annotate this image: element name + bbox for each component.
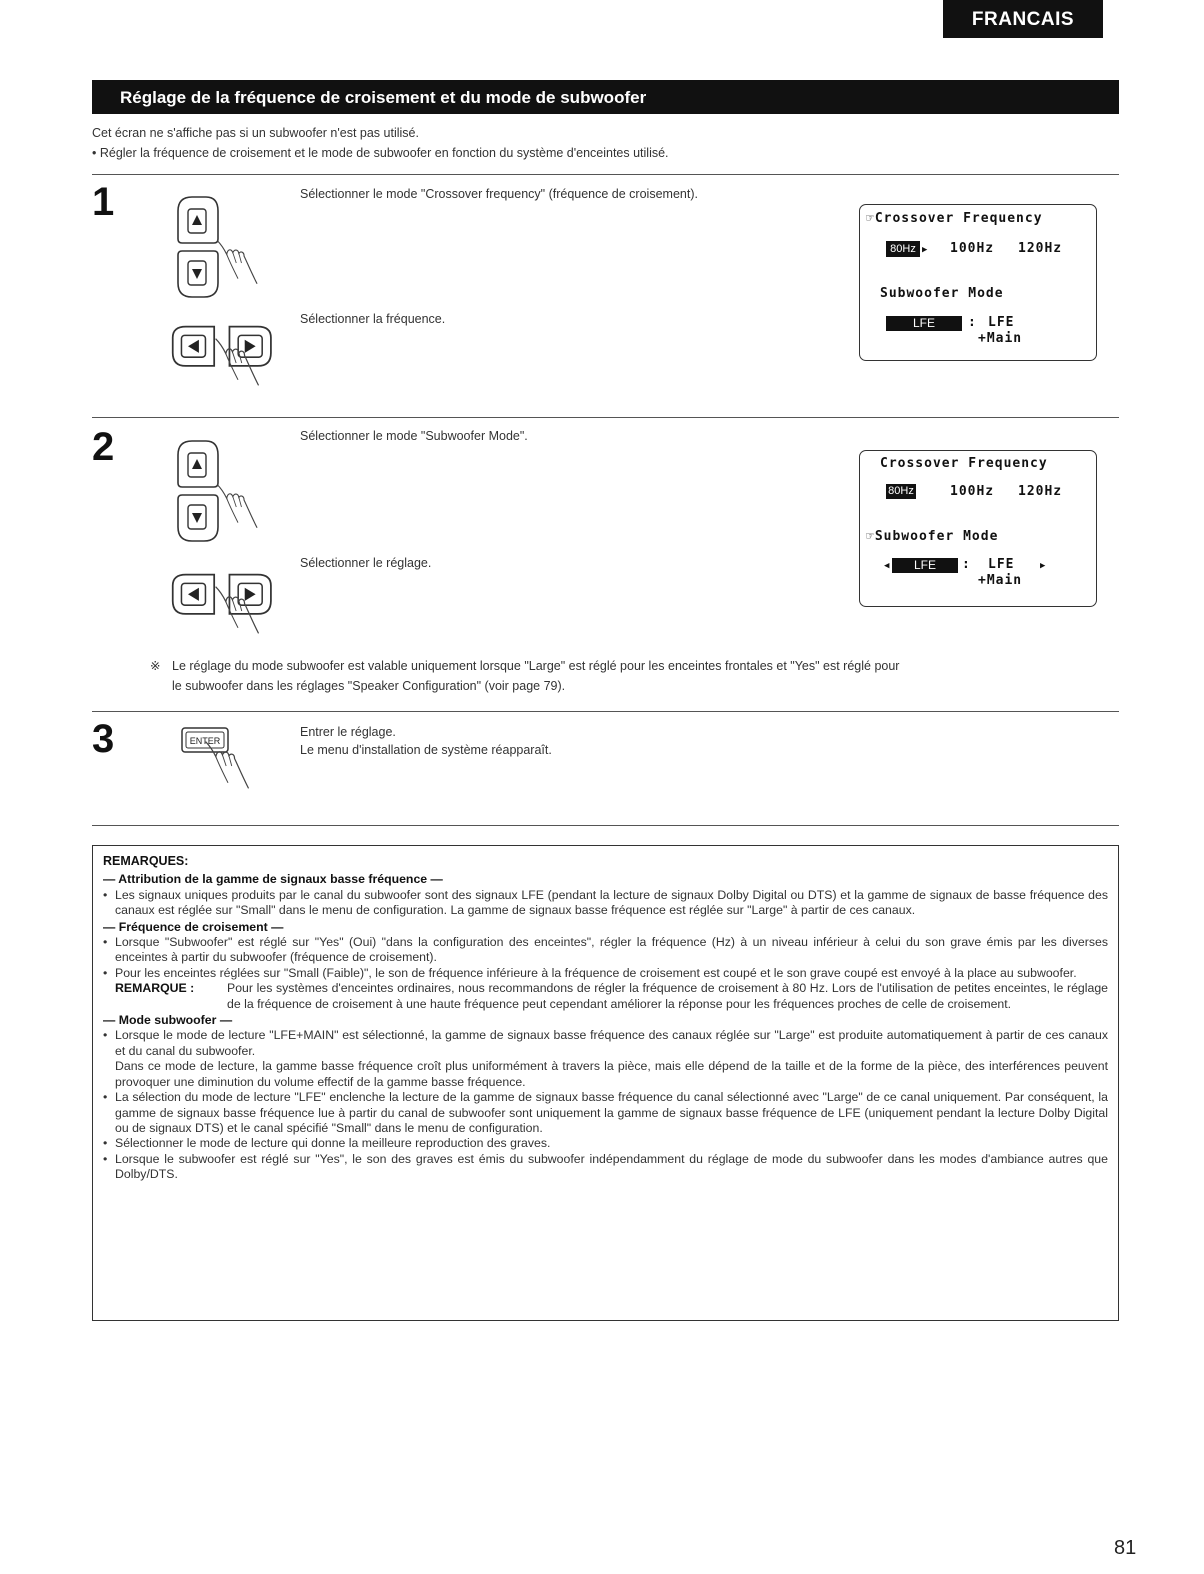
remarks-subheading-2: — Fréquence de croisement — xyxy=(103,919,284,934)
divider xyxy=(92,825,1119,826)
remarks-subheading-3: — Mode subwoofer — xyxy=(103,1013,233,1028)
remarks-bullet: • Lorsque "Subwoofer" est réglé sur "Yes" (Oui) "dans la configuration des enceintes", régler la fréquence (Hz) à un niveau inférieur à celui du son grave émis par les diverses enceintes à partir du subwoofer (fréquence de croisement). xyxy=(103,935,1108,966)
up-down-buttons-icon xyxy=(168,437,278,547)
remarks-box xyxy=(92,845,1119,1321)
remarks-note xyxy=(103,981,1108,1012)
osd-subwoofer-label: Subwoofer Mode xyxy=(880,286,1004,301)
language-tab: FRANCAIS xyxy=(943,0,1103,38)
hand-icon xyxy=(217,240,257,283)
right-arrow-icon: ▶ xyxy=(922,245,928,255)
step-1-instruction-b: Sélectionner la fréquence. xyxy=(300,312,446,326)
step-3-instruction-a: Entrer le réglage. xyxy=(300,725,396,739)
remarks-subheading-1: — Attribution de la gamme de signaux basse fréquence — xyxy=(103,872,443,887)
osd-freq-option-3: 120Hz xyxy=(1018,241,1063,256)
osd-freq-selected: 80Hz xyxy=(886,241,920,257)
step-3-number: 3 xyxy=(92,717,115,761)
step-1-number: 1 xyxy=(92,180,115,224)
remarks-bullet: • Sélectionner le mode de lecture qui donne la meilleure reproduction des graves. xyxy=(103,1136,1108,1151)
remarks-bullet: • Lorsque le subwoofer est réglé sur "Yes", le son des graves est émis du subwoofer indépendamment du réglage de mode du subwoofer dans les modes d'ambiance autres que Dolby/DTS. xyxy=(103,1152,1108,1183)
left-right-buttons-icon xyxy=(164,553,284,653)
osd-subwoofer-label: Subwoofer Mode xyxy=(874,529,999,544)
step-1-instruction-a: Sélectionner le mode "Crossover frequency" (fréquence de croisement). xyxy=(300,187,698,201)
divider xyxy=(92,711,1119,712)
step-3-instruction-b: Le menu d'installation de système réapparaît. xyxy=(300,743,552,757)
note-line-2: le subwoofer dans les réglages "Speaker Configuration" (voir page 79). xyxy=(172,679,566,693)
page-number: 81 xyxy=(1114,1537,1137,1559)
remarks-continuation: Dans ce mode de lecture, la gamme basse fréquence croît plus uniformément à travers la pièce, mais elle dépend de la taille et de la forme de la pièce, des interférences peuvent provoquer une diminution du volume effectif de la gamme basse fréquence. xyxy=(115,1059,1108,1089)
osd-freq-option-3: 120Hz xyxy=(1018,484,1063,499)
pointer-icon: ☞ xyxy=(866,211,875,226)
osd-mode-option-2: +Main xyxy=(978,573,1023,588)
osd-mode-selected: LFE xyxy=(886,316,962,331)
osd-freq-option-2: 100Hz xyxy=(950,241,995,256)
enter-button-label: ENTER xyxy=(189,736,221,746)
left-right-buttons-icon xyxy=(164,305,284,405)
hand-icon xyxy=(217,484,257,527)
remarks-note-text: Pour les systèmes d'enceintes ordinaires, nous recommandons de régler la fréquence de croisement à 80 Hz. Lors de l'utilisation de petites enceintes, le réglage de la fréquence de croisement à une haute fréquence peut cependant améliorer la réponse pour les fréquences proches de celle de croisement. xyxy=(227,981,1108,1011)
osd-mode-option-1: LFE xyxy=(988,557,1015,572)
note-line-1: Le réglage du mode subwoofer est valable uniquement lorsque "Large" est réglé pour les enceintes frontales et "Yes" est réglé pour xyxy=(172,659,900,673)
divider xyxy=(92,417,1119,418)
intro xyxy=(92,123,1119,163)
osd-mode-selected: LFE xyxy=(892,558,958,573)
remarks-heading: REMARQUES: xyxy=(103,854,189,868)
divider xyxy=(92,174,1119,175)
enter-button-icon xyxy=(178,724,268,800)
osd-mode-option-2: +Main xyxy=(978,331,1023,346)
step-2-instruction-a: Sélectionner le mode "Subwoofer Mode". xyxy=(300,429,528,443)
osd-mode-separator: : xyxy=(962,557,971,572)
section-title: Réglage de la fréquence de croisement et du mode de subwoofer xyxy=(92,80,1119,114)
remarks-bullet: • Lorsque le mode de lecture "LFE+MAIN" est sélectionné, la gamme de signaux basse fréquence des canaux réglée sur "Large" est produite automatiquement à partir de ces canaux et du canal du subwoofer. xyxy=(103,1028,1108,1059)
osd-mode-separator: : xyxy=(968,315,977,330)
osd-mode-option-1: LFE xyxy=(988,315,1015,330)
step-2-instruction-b: Sélectionner le réglage. xyxy=(300,556,432,570)
up-down-buttons-icon xyxy=(168,193,278,303)
osd-display-step-1 xyxy=(859,204,1097,361)
remarks-bullet: • Pour les enceintes réglées sur "Small (Faible)", le son de fréquence inférieure à la fréquence de croisement est coupé et le son grave coupé est envoyé à la place au subwoofer. xyxy=(103,966,1108,981)
osd-freq-option-2: 100Hz xyxy=(950,484,995,499)
remarks-note-label: REMARQUE : xyxy=(115,981,195,996)
right-arrow-icon: ▶ xyxy=(1040,561,1046,571)
remarks-bullet: • La sélection du mode de lecture "LFE" enclenche la lecture de la gamme de signaux basse fréquence du canal sélectionné avec "Large" de ce canal uniquement. Par conséquent, la gamme de signaux basse fréquence lue à partir du canal de subwoofer sont uniquement la gamme de signaux basse fréquence de LFE (uniquement pendant la lecture Dolby Digital ou de signaux DTS) et le canal spécifié "Small" dans le menu de configuration. xyxy=(103,1090,1108,1136)
left-arrow-icon: ◀ xyxy=(884,561,890,571)
osd-display-step-2 xyxy=(859,450,1097,607)
osd-crossover-label: Crossover Frequency xyxy=(880,456,1048,471)
intro-line-2: • Régler la fréquence de croisement et le mode de subwoofer en fonction du système d'enceintes utilisé. xyxy=(92,146,669,160)
osd-freq-selected: 80Hz xyxy=(886,484,916,499)
note-symbol: ※ xyxy=(150,659,161,673)
intro-line-1: Cet écran ne s'affiche pas si un subwoofer n'est pas utilisé. xyxy=(92,126,419,140)
step-2-number: 2 xyxy=(92,425,115,469)
pointer-icon: ☞ xyxy=(866,529,875,544)
osd-crossover-label: Crossover Frequency xyxy=(874,211,1043,226)
remarks-bullet: • Les signaux uniques produits par le canal du subwoofer sont des signaux LFE (pendant la lecture de signaux Dolby Digital ou DTS) et la gamme de signaux de basse fréquence des canaux est réglée sur "Small" dans le menu de configuration. La gamme de signaux basse fréquence est réglée sur "Large" à partir de ces canaux. xyxy=(103,888,1108,919)
